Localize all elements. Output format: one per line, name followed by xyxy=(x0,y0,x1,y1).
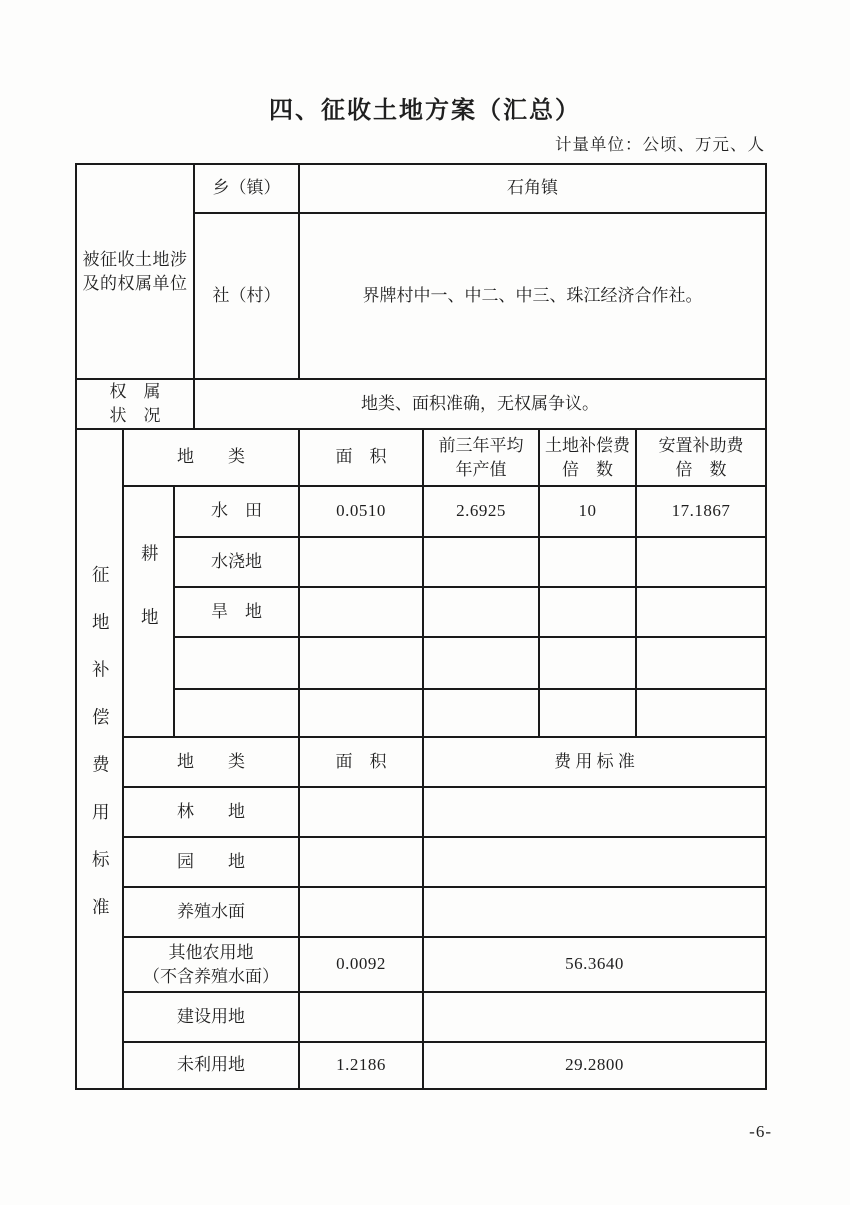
row-unused-land xyxy=(76,1042,766,1089)
construction-land-area xyxy=(299,992,423,1042)
paddy-field-area: 0.0510 xyxy=(299,486,423,537)
header1-resettle-line2: 倍 数 xyxy=(675,459,727,479)
unused-land-area: 1.2186 xyxy=(299,1042,423,1089)
header1-land-type: 地 类 xyxy=(123,429,299,486)
empty-area-cell xyxy=(299,637,423,689)
forest-land-fee xyxy=(423,787,766,837)
header1-resettle-multiple xyxy=(636,429,766,486)
cultivated-land-group-label xyxy=(123,486,174,737)
ownership-status-value: 地类、面积准确，无权属争议。 xyxy=(194,379,766,429)
other-agricultural-land-label-line2: （不含养殖水面） xyxy=(143,966,280,986)
header2-fee-standard: 费 用 标 准 xyxy=(423,737,766,787)
ownership-unit-header-line1: 被征收土地涉 xyxy=(82,249,188,269)
row-aquaculture-water xyxy=(76,887,766,937)
irrigated-land-area xyxy=(299,537,423,587)
header1-land-comp-line2: 倍 数 xyxy=(562,459,614,479)
row-irrigated-land xyxy=(76,537,766,587)
empty-resettle-multiple-cell xyxy=(636,637,766,689)
row-cultivated-empty-1 xyxy=(76,637,766,689)
dry-land-land-multiple xyxy=(539,587,636,637)
row-dry-land xyxy=(76,587,766,637)
ownership-unit-header xyxy=(76,164,194,379)
row-comp-header1 xyxy=(76,429,766,486)
other-agricultural-land-label-line1: 其他农用地 xyxy=(168,942,254,962)
header1-avg-output-line1: 前三年平均 xyxy=(438,435,524,455)
aquaculture-water-label: 养殖水面 xyxy=(123,887,299,937)
row-garden-land xyxy=(76,837,766,887)
dry-land-area xyxy=(299,587,423,637)
irrigated-land-land-multiple xyxy=(539,537,636,587)
garden-land-area xyxy=(299,837,423,887)
village-label: 社（村） xyxy=(194,213,299,379)
paddy-field-output: 2.6925 xyxy=(423,486,539,537)
garden-land-label: 园 地 xyxy=(123,837,299,887)
paddy-field-resettle-multiple: 17.1867 xyxy=(636,486,766,537)
row-cultivated-empty-2 xyxy=(76,689,766,737)
empty-output-cell xyxy=(423,637,539,689)
irrigated-land-label: 水浇地 xyxy=(174,537,299,587)
empty-label-cell xyxy=(174,689,299,737)
irrigated-land-resettle-multiple xyxy=(636,537,766,587)
row-other-agricultural-land xyxy=(76,937,766,992)
other-agricultural-land-fee: 56.3640 xyxy=(423,937,766,992)
page-title: 四、征收土地方案（汇总） xyxy=(269,97,581,124)
aquaculture-water-area xyxy=(299,887,423,937)
irrigated-land-output xyxy=(423,537,539,587)
forest-land-area xyxy=(299,787,423,837)
compensation-section-label-text: 征地补偿费用标准 xyxy=(90,565,111,946)
township-value: 石角镇 xyxy=(299,164,766,213)
unused-land-label: 未利用地 xyxy=(123,1042,299,1089)
empty-area-cell xyxy=(299,689,423,737)
dry-land-label: 旱 地 xyxy=(174,587,299,637)
row-paddy-field xyxy=(76,486,766,537)
aquaculture-water-fee xyxy=(423,887,766,937)
page-number: -6- xyxy=(749,1122,772,1141)
empty-land-multiple-cell xyxy=(539,637,636,689)
row-forest-land xyxy=(76,787,766,837)
empty-output-cell xyxy=(423,689,539,737)
paddy-field-land-multiple: 10 xyxy=(539,486,636,537)
unused-land-fee: 29.2800 xyxy=(423,1042,766,1089)
dry-land-resettle-multiple xyxy=(636,587,766,637)
header2-land-type: 地 类 xyxy=(123,737,299,787)
forest-land-label: 林 地 xyxy=(123,787,299,837)
garden-land-fee xyxy=(423,837,766,887)
header1-area: 面 积 xyxy=(299,429,423,486)
other-agricultural-land-area: 0.0092 xyxy=(299,937,423,992)
header1-avg-output xyxy=(423,429,539,486)
land-acquisition-summary-table xyxy=(75,163,767,1090)
row-comp-header2 xyxy=(76,737,766,787)
compensation-section-label xyxy=(76,429,123,1089)
other-agricultural-land-label xyxy=(123,937,299,992)
empty-land-multiple-cell xyxy=(539,689,636,737)
dry-land-output xyxy=(423,587,539,637)
construction-land-fee xyxy=(423,992,766,1042)
paddy-field-label: 水 田 xyxy=(174,486,299,537)
header2-area: 面 积 xyxy=(299,737,423,787)
empty-resettle-multiple-cell xyxy=(636,689,766,737)
measurement-unit-note: 计量单位：公顷、万元、人 xyxy=(555,135,765,154)
row-construction-land xyxy=(76,992,766,1042)
empty-label-cell xyxy=(174,637,299,689)
cultivated-land-group-label-text: 耕地 xyxy=(139,544,160,672)
header1-avg-output-line2: 年产值 xyxy=(455,459,507,479)
ownership-unit-header-line2: 及的权属单位 xyxy=(82,273,188,293)
construction-land-label: 建设用地 xyxy=(123,992,299,1042)
township-label: 乡（镇） xyxy=(194,164,299,213)
header1-land-comp-multiple xyxy=(539,429,636,486)
ownership-status-label xyxy=(76,379,194,429)
header1-resettle-line1: 安置补助费 xyxy=(658,435,744,455)
header1-land-comp-line1: 土地补偿费 xyxy=(545,435,631,455)
row-township xyxy=(76,164,766,213)
ownership-status-label-line2: 状 况 xyxy=(109,406,161,425)
ownership-status-label-line1: 权 属 xyxy=(109,382,161,402)
village-value: 界牌村中一、中二、中三、珠江经济合作社。 xyxy=(299,213,766,379)
row-ownership-status xyxy=(76,379,766,429)
